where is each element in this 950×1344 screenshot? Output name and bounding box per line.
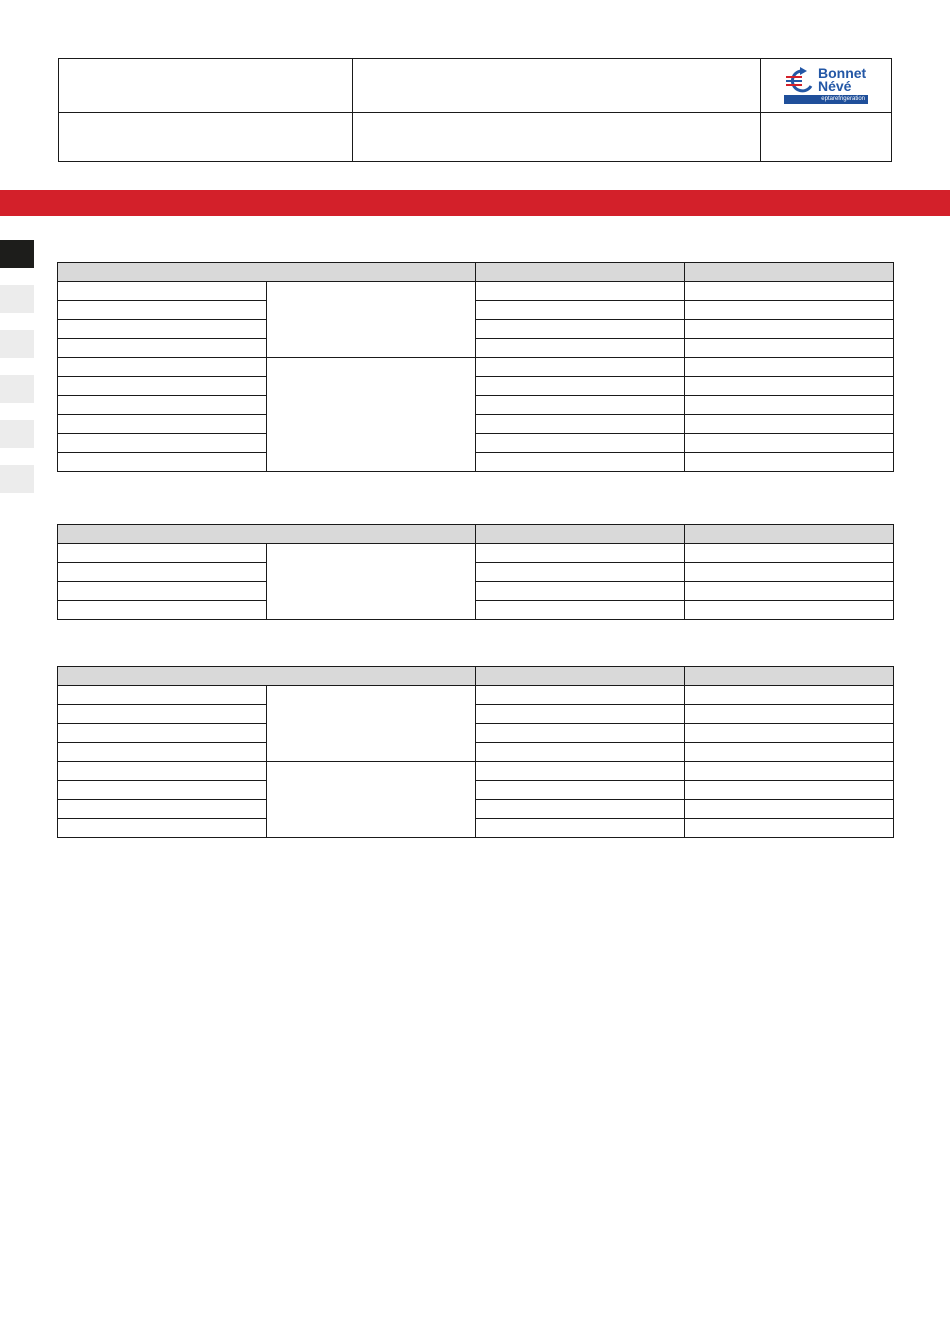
table-row (58, 396, 894, 415)
table-cell (685, 705, 894, 724)
table-row (58, 544, 894, 563)
side-tab[interactable] (0, 375, 34, 403)
side-tab[interactable] (0, 285, 34, 313)
table-header-cell (685, 263, 894, 282)
logo-text (818, 64, 867, 94)
table-cell (58, 396, 267, 415)
table-cell (476, 544, 685, 563)
table-row (58, 762, 894, 781)
table-cell (476, 434, 685, 453)
table-row (58, 453, 894, 472)
table-cell (58, 819, 267, 838)
table-cell (476, 601, 685, 620)
table-row (58, 377, 894, 396)
side-tab[interactable] (0, 465, 34, 493)
table-cell (685, 320, 894, 339)
table-row (58, 339, 894, 358)
table-cell (476, 686, 685, 705)
header-cell (353, 59, 761, 113)
table-cell (476, 743, 685, 762)
table-cell (685, 762, 894, 781)
table-cell (685, 282, 894, 301)
table-cell (476, 377, 685, 396)
table-row (58, 743, 894, 762)
table-header-cell (58, 263, 476, 282)
table-cell (476, 800, 685, 819)
table-cell (476, 582, 685, 601)
table-cell (476, 358, 685, 377)
table-cell (476, 320, 685, 339)
table-cell (476, 453, 685, 472)
table-header-cell (476, 525, 685, 544)
table-row (58, 563, 894, 582)
table-cell (476, 563, 685, 582)
table-cell (685, 434, 894, 453)
table-row (58, 301, 894, 320)
table-row (58, 724, 894, 743)
logo-tagline: eptarefrigeration (784, 95, 868, 104)
logo-text-line1: Bonnet (818, 64, 867, 81)
table-cell (58, 282, 267, 301)
group-cell (267, 358, 476, 472)
table-header-row (58, 525, 894, 544)
table-cell (58, 453, 267, 472)
table-cell (58, 358, 267, 377)
group-cell (267, 686, 476, 762)
section-band (0, 190, 950, 216)
side-tab-active[interactable] (0, 240, 34, 268)
table-cell (685, 601, 894, 620)
group-cell (267, 282, 476, 358)
table-row (58, 819, 894, 838)
header-cell (353, 113, 761, 161)
side-tab[interactable] (0, 420, 34, 448)
table-row (58, 582, 894, 601)
table-cell (58, 781, 267, 800)
bonnet-neve-logo (784, 66, 868, 106)
header-cell (59, 59, 353, 113)
table-cell (58, 415, 267, 434)
logo-mark-icon (784, 66, 818, 96)
table-cell (685, 582, 894, 601)
table-cell (58, 762, 267, 781)
table-row (58, 800, 894, 819)
spec-table-1 (57, 262, 894, 472)
table-cell (476, 762, 685, 781)
table-cell (685, 301, 894, 320)
table-cell (58, 582, 267, 601)
table-cell (685, 339, 894, 358)
table-cell (58, 377, 267, 396)
table-cell (58, 301, 267, 320)
table-cell (685, 781, 894, 800)
logo-cell (761, 59, 891, 113)
table-row (58, 601, 894, 620)
table-cell (685, 544, 894, 563)
spec-table-3 (57, 666, 894, 838)
table-row (58, 781, 894, 800)
table-cell (685, 563, 894, 582)
table-cell (685, 724, 894, 743)
table-cell (685, 819, 894, 838)
table-cell (685, 800, 894, 819)
table-cell (58, 686, 267, 705)
logo-text-line2: Névé (818, 77, 852, 94)
header-cell (59, 113, 353, 161)
table-cell (685, 358, 894, 377)
table-cell (58, 705, 267, 724)
table-row (58, 358, 894, 377)
header-table (58, 58, 892, 162)
table-row (58, 415, 894, 434)
table-cell (58, 563, 267, 582)
table-header-cell (685, 525, 894, 544)
table-header-cell (685, 667, 894, 686)
table-cell (58, 339, 267, 358)
group-cell (267, 762, 476, 838)
table-cell (476, 705, 685, 724)
table-cell (476, 781, 685, 800)
table-cell (58, 724, 267, 743)
table-header-row (58, 263, 894, 282)
table-row (58, 282, 894, 301)
table-cell (685, 415, 894, 434)
side-tab[interactable] (0, 330, 34, 358)
table-cell (476, 282, 685, 301)
table-cell (685, 396, 894, 415)
table-cell (685, 686, 894, 705)
table-cell (476, 724, 685, 743)
table-cell (58, 743, 267, 762)
table-row (58, 434, 894, 453)
table-cell (58, 544, 267, 563)
table-header-cell (58, 525, 476, 544)
table-cell (476, 415, 685, 434)
spec-table-2 (57, 524, 894, 620)
table-cell (58, 320, 267, 339)
table-cell (58, 800, 267, 819)
table-header-cell (476, 667, 685, 686)
table-cell (476, 819, 685, 838)
table-header-row (58, 667, 894, 686)
table-row (58, 686, 894, 705)
table-cell (476, 396, 685, 415)
table-cell (685, 377, 894, 396)
table-cell (476, 301, 685, 320)
table-cell (58, 434, 267, 453)
group-cell (267, 544, 476, 620)
table-cell (685, 743, 894, 762)
table-cell (685, 453, 894, 472)
table-cell (476, 339, 685, 358)
table-header-cell (58, 667, 476, 686)
table-cell (58, 601, 267, 620)
header-cell (761, 113, 891, 161)
table-header-cell (476, 263, 685, 282)
table-row (58, 320, 894, 339)
table-row (58, 705, 894, 724)
